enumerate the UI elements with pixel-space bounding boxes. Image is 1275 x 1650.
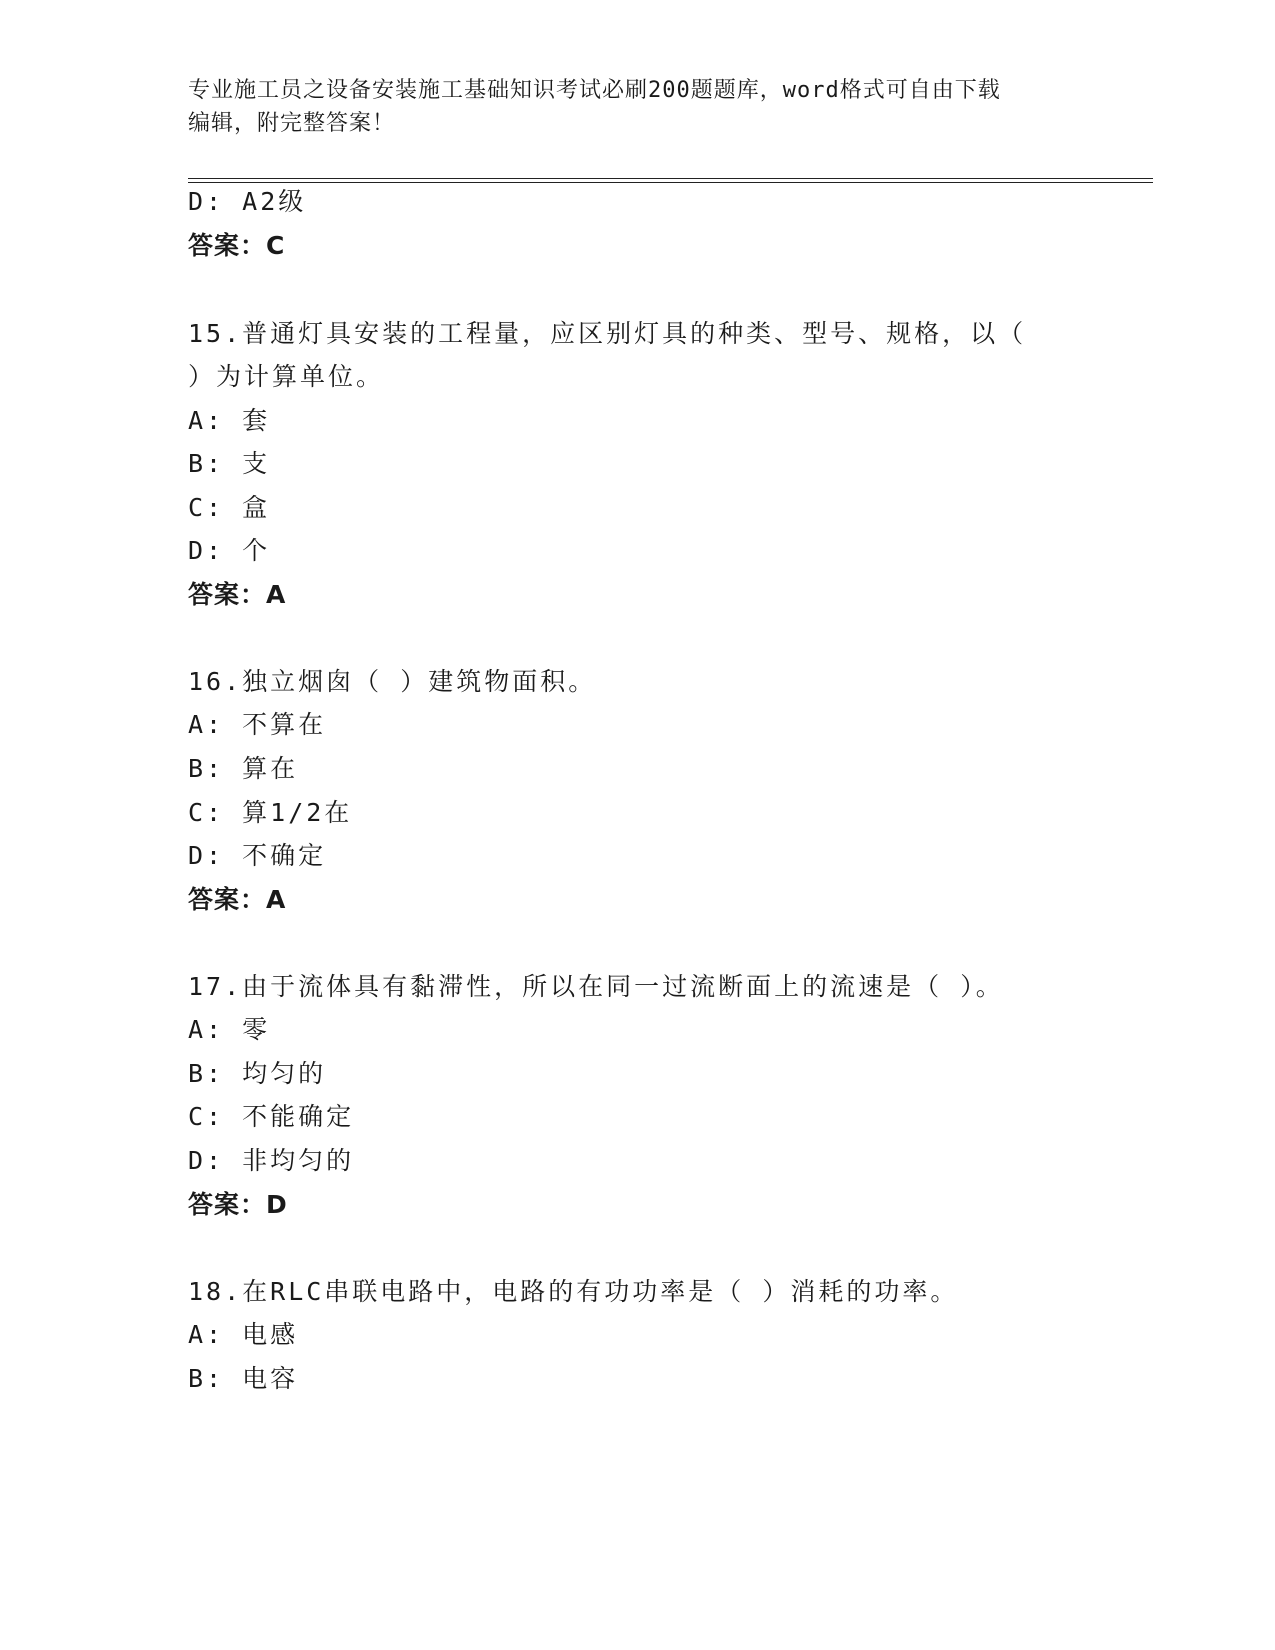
q17-stem-line1: 17.由于流体具有黏滞性，所以在同一过流断面上的流速是（ ）。	[188, 972, 1004, 1001]
q15-option-b: B: 支	[188, 449, 271, 478]
q15-option-a: A: 套	[188, 406, 271, 435]
q15-stem-line1: 15.普通灯具安装的工程量，应区别灯具的种类、型号、规格，以（	[188, 319, 1027, 348]
document-header	[188, 74, 1088, 140]
q14-answer: 答案：C	[188, 231, 286, 260]
q17-option-d: D: 非均匀的	[188, 1146, 355, 1175]
header-title-line1: 专业施工员之设备安装施工基础知识考试必刷200题题库，word格式可自由下载	[188, 78, 1001, 103]
q15-option-d: D: 个	[188, 536, 271, 565]
q16-option-a: A: 不算在	[188, 710, 327, 739]
q17-option-c: C: 不能确定	[188, 1102, 355, 1131]
q18-stem-line1: 18.在RLC串联电路中，电路的有功功率是（ ）消耗的功率。	[188, 1277, 959, 1306]
q15-stem-line2: ）为计算单位。	[188, 362, 385, 391]
header-divider	[188, 178, 1153, 183]
q15-answer: 答案：A	[188, 580, 287, 609]
q16-option-d: D: 不确定	[188, 841, 327, 870]
q17-option-a: A: 零	[188, 1015, 271, 1044]
header-title-line2: 编辑，附完整答案！	[188, 111, 396, 136]
q17-option-b: B: 均匀的	[188, 1059, 327, 1088]
q18-option-b: B: 电容	[188, 1364, 299, 1393]
q18-option-a: A: 电感	[188, 1320, 299, 1349]
q16-option-c: C: 算1/2在	[188, 798, 353, 827]
q16-answer: 答案：A	[188, 885, 287, 914]
q14-option-d: D: A2级	[188, 187, 307, 216]
q16-stem-line1: 16.独立烟囱（ ）建筑物面积。	[188, 667, 597, 696]
q15-option-c: C: 盒	[188, 493, 271, 522]
q17-answer: 答案：D	[188, 1190, 288, 1219]
q16-option-b: B: 算在	[188, 754, 299, 783]
